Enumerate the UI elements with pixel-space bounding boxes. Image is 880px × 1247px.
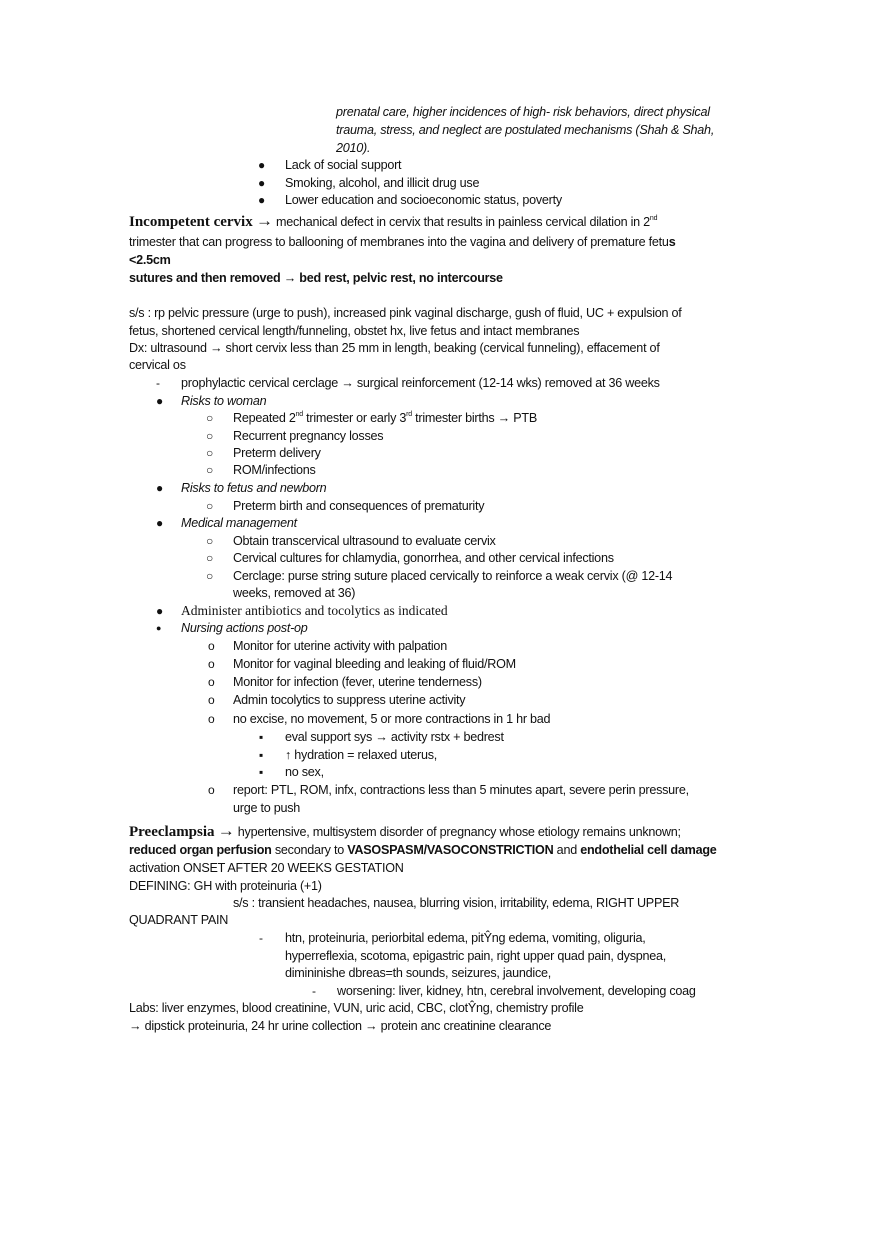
bullet-icon: ● [258,158,266,172]
text: secondary to [271,843,348,857]
list-heading: Risks to fetus and newborn [181,481,327,495]
list-item-continued: hyperreflexia, scotoma, epigastric pain, right upper quad pain, dyspnea, [285,949,667,963]
text-line: Labs: liver enzymes, blood creatinine, VUN, uric acid, CBC, clotŶng, chemistry profile [129,1001,584,1015]
italic-line: 2010). [336,141,371,155]
text: trimester that can progress to ballooning of membranes into the vagina and delivery of premature fetu [129,235,669,249]
arrow-icon: → [217,821,235,840]
circle-icon: o [208,783,215,797]
text-line: activation ONSET AFTER 20 WEEKS GESTATION [129,861,404,875]
text-bold: VASOSPASM/VASOCONSTRICTION [347,843,554,857]
list-item: eval support sys → activity rstx + bedrest [285,730,504,744]
list-item: Administer antibiotics and tocolytics as indicated [181,603,448,618]
circle-icon: ○ [206,411,214,425]
list-item: no sex, [285,765,324,779]
arrow-icon: → [255,211,273,230]
definition: mechanical defect in cervix that results in painless cervical dilation in 2 [275,215,650,229]
text-bold: reduced organ perfusion [129,843,272,857]
list-item-continued: urge to push [233,801,301,815]
bullet-icon: ● [258,176,266,190]
list-item: Smoking, alcohol, and illicit drug use [285,176,480,190]
list-item: worsening: liver, kidney, htn, cerebral involvement, developing coag [337,984,696,998]
italic-line: trauma, stress, and neglect are postulated mechanisms (Shah & Shah, [336,123,715,137]
list-item: ↑ hydration = relaxed uterus, [285,748,438,762]
list-item: Monitor for infection (fever, uterine tenderness) [233,675,482,689]
bullet-icon: ● [156,623,162,633]
circle-icon: o [208,693,215,707]
circle-icon: ○ [206,446,214,460]
list-item: prophylactic cervical cerclage → surgical reinforcement (12-14 wks) removed at 36 weeks [181,376,660,390]
text-line [129,233,675,251]
square-bullet-icon: ▪ [259,748,264,762]
text-line: fetus, shortened cervical length/funneling, obstet hx, live fetus and intact membranes [129,324,580,338]
text-line: s/s : transient headaches, nausea, blurring vision, irritability, edema, RIGHT UPPER [233,896,680,910]
list-item: no excise, no movement, 5 or more contractions in 1 hr bad [233,712,551,726]
text: and [553,843,581,857]
list-item: report: PTL, ROM, infx, contractions less than 5 minutes apart, severe perin pressure, [233,783,689,797]
square-bullet-icon: ▪ [259,765,264,779]
list-item: Cerclage: purse string suture placed cervically to reinforce a weak cervix (@ 12-14 [233,569,673,583]
dash-icon: - [312,984,316,998]
text-line: s/s : rp pelvic pressure (urge to push), increased pink vaginal discharge, gush of fluid, UC + expulsion of [129,306,682,320]
circle-icon: ○ [206,551,214,565]
text-bold: endothelial cell damage [580,843,717,857]
list-heading: Nursing actions post-op [181,621,308,635]
circle-icon: o [208,639,215,653]
list-item-continued: weeks, removed at 36) [233,586,356,600]
bullet-icon: ● [156,481,164,495]
dash-icon: - [259,931,263,945]
text-bold: s [668,235,676,249]
circle-icon: ○ [206,569,214,583]
circle-icon: ○ [206,429,214,443]
circle-icon: ○ [206,499,214,513]
section-heading: Preeclampsia [129,824,215,840]
preeclampsia-line [129,822,681,841]
list-item: Recurrent pregnancy losses [233,429,384,443]
text-line [129,841,717,859]
list-item: ROM/infections [233,463,316,477]
list-item: Lower education and socioeconomic status, poverty [285,193,562,207]
square-bullet-icon: ▪ [259,730,264,744]
bullet-icon: ● [156,394,164,408]
dash-icon: - [156,376,160,390]
list-item: Obtain transcervical ultrasound to evaluate cervix [233,534,496,548]
text-line: cervical os [129,358,186,372]
list-heading: Risks to woman [181,394,267,408]
text: Repeated 2 [233,411,296,425]
list-item: Monitor for vaginal bleeding and leaking of fluid/ROM [233,657,516,671]
list-item: Cervical cultures for chlamydia, gonorrhea, and other cervical infections [233,551,614,565]
list-item: Preterm delivery [233,446,321,460]
superscript: nd [295,411,303,418]
definition: hypertensive, multisystem disorder of pregnancy whose etiology remains unknown; [234,825,681,839]
text-line: QUADRANT PAIN [129,913,229,927]
list-item [233,409,537,427]
list-item: Monitor for uterine activity with palpation [233,639,447,653]
list-item: htn, proteinuria, periorbital edema, pitŶng edema, vomiting, oliguria, [285,931,646,945]
circle-icon: o [208,712,215,726]
list-heading: Medical management [181,516,297,530]
list-item: Lack of social support [285,158,402,172]
circle-icon: o [208,657,215,671]
text-line: → dipstick proteinuria, 24 hr urine collection → protein anc creatinine clearance [129,1019,552,1033]
bold-line: <2.5cm [129,253,171,267]
text-line: DEFINING: GH with proteinuria (+1) [129,879,322,893]
bullet-icon: ● [258,193,266,207]
circle-icon: ○ [206,534,214,548]
list-item-continued: dimininishe dbreas=th sounds, seizures, jaundice, [285,966,552,980]
text: trimester or early 3 [302,411,407,425]
list-item: Preterm birth and consequences of prematurity [233,499,485,513]
circle-icon: ○ [206,463,214,477]
incompetent-cervix-line [129,212,657,231]
section-heading: Incompetent cervix [129,214,253,230]
text-line: Dx: ultrasound → short cervix less than 25 mm in length, beaking (cervical funneling), effacement of [129,341,660,355]
list-item: Admin tocolytics to suppress uterine activity [233,693,466,707]
text: trimester births → PTB [411,411,537,425]
bullet-icon: ● [156,516,164,530]
bullet-icon: ● [156,604,164,618]
superscript: rd [406,411,412,418]
bold-line: sutures and then removed → bed rest, pelvic rest, no intercourse [129,271,503,285]
italic-line: prenatal care, higher incidences of high- risk behaviors, direct physical [336,105,710,119]
circle-icon: o [208,675,215,689]
superscript: nd [649,215,658,222]
